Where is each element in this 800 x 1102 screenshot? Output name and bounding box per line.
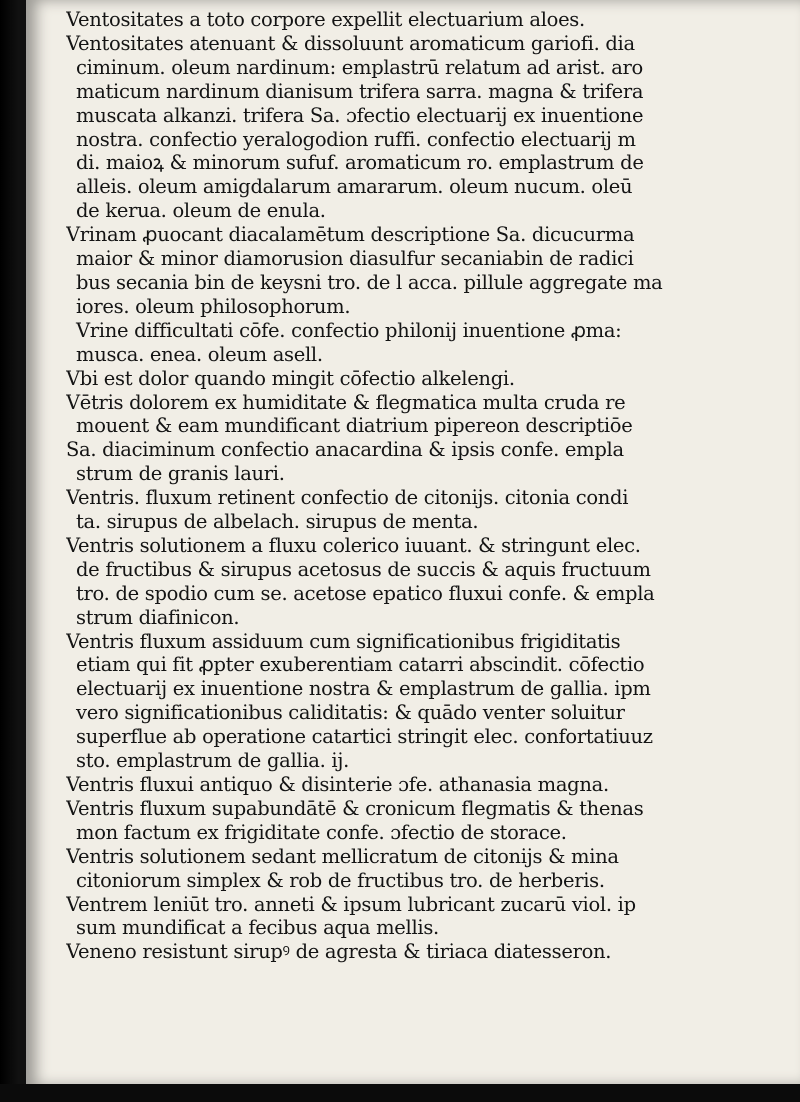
text-line: alleis. oleum amigdalarum amararum. oleum nucum. oleū: [76, 175, 633, 199]
text-line: sum mundificat a fecibus aqua mellis.: [76, 916, 439, 940]
text-line: electuarij ex inuentione nostra & emplastrum de gallia. ipm: [76, 677, 651, 701]
page-text-block: [66, 8, 766, 964]
text-line: Ventris fluxum supabundātē & cronicum flegmatis & thenas: [66, 796, 644, 820]
text-line: Vētris dolorem ex humiditate & flegmatica multa cruda re: [66, 390, 626, 414]
text-line: de fructibus & sirupus acetosus de succis & aquis fructuum: [76, 557, 651, 581]
text-line: vero significationibus caliditatis: & quādo venter soluitur: [76, 701, 625, 725]
text-line: etiam qui fit ꝓpter exuberentiam catarri abscindit. cōfectio: [76, 653, 645, 677]
text-line: superflue ab operatione catartici stringit elec. confortatiuuz: [76, 725, 653, 749]
page-bottom-shadow: [0, 1084, 800, 1102]
text-line: strum de granis lauri.: [76, 462, 285, 486]
text-line: de keruа. oleum de enula.: [76, 199, 326, 223]
text-line: maior & minor diamorusion diasulfur secaniabin de radici: [76, 247, 634, 271]
text-line: Ventositates atenuant & dissoluunt aromaticum gariofi. dia: [66, 31, 635, 55]
text-line: Ventris fluxui antiquo & disinterie ɔfe. athanasia magna.: [66, 773, 609, 796]
text-line: sto. emplastrum de gallia. ij.: [76, 749, 349, 773]
text-line: Sa. diaciminum confectio anacardina & ipsis confe. empla: [66, 438, 624, 462]
text-line: bus secania bin de keysni tro. de l acca. pillule aggregate ma: [76, 270, 663, 294]
text-line: muscata alkanzi. trifera Sa. ɔfectio electuarij ex inuentione: [76, 103, 644, 127]
text-line: mouent & eam mundificant diatrium pipereon descriptiōe: [76, 414, 633, 438]
text-line: Vrine difficultati cōfe. confectio philonij inuentione ꝓma:: [76, 318, 622, 342]
text-line: Ventris. fluxum retinent confectio de citonijs. citonia condi: [66, 486, 629, 510]
text-line: maticum nardinum dianisum trifera sarra. magna & trifera: [76, 79, 644, 103]
text-line: ta. sirupus de albelach. sirupus de menta.: [76, 510, 479, 534]
text-line: nostra. confectio yeralogodion ruffi. confectio electuarij m: [76, 127, 636, 151]
text-line: Vrinam ꝓuocant diacalamētum descriptione Sa. dicucurma: [66, 223, 635, 247]
text-line: di. maioꝝ & minorum sufuf. aromaticum ro. emplastrum de: [76, 151, 644, 175]
text-line: tro. de spodio cum se. acetose epatico fluxui confe. & empla: [76, 581, 655, 605]
text-line: Vbi est dolor quando mingit cōfectio alkelengi.: [66, 366, 515, 390]
text-line: iores. oleum philosophorum.: [76, 294, 351, 318]
text-line: musca. enea. oleum asell.: [76, 342, 323, 366]
text-line: Ventris solutionem a fluxu colerico iuuant. & stringunt elec.: [66, 533, 641, 557]
text-line: citoniorum simplex & rob de fructibus tro. de herberis.: [76, 868, 605, 892]
text-line: mon factum ex frigiditate confe. ɔfectio de storace.: [76, 820, 567, 844]
text-line: strum diafinicon.: [76, 605, 240, 629]
text-line: Ventris solutionem sedant mellicratum de citonijs & mina: [66, 844, 619, 868]
text-line: Veneno resistunt sirupꝰ de agresta & tiriaca diatesseron.: [66, 940, 612, 964]
text-line: ciminum. oleum nardinum: emplastrū relatum ad arist. aro: [76, 55, 643, 79]
text-line: Ventris fluxum assiduum cum significationibus frigiditatis: [66, 629, 621, 653]
text-line: Ventositates a toto corpore expellit electuarium aloes.: [66, 8, 585, 31]
text-line: Ventrem leniūt tro. anneti & ipsum lubricant zucarū viol. ip: [66, 892, 636, 916]
